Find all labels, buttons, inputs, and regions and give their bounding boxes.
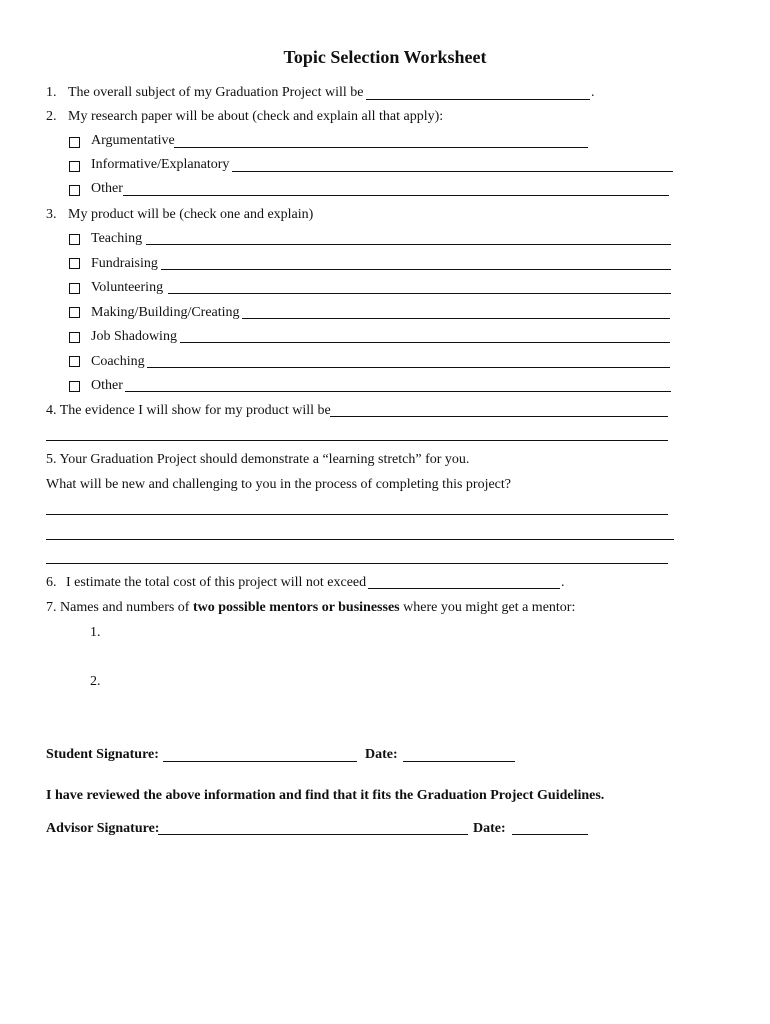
option-job-shadowing: Job Shadowing bbox=[91, 329, 177, 344]
job-shadowing-answer-line[interactable] bbox=[180, 342, 670, 343]
checkbox-informative[interactable] bbox=[69, 161, 80, 172]
q5-answer-line-2[interactable] bbox=[46, 539, 674, 540]
q5-answer-line-3[interactable] bbox=[46, 563, 668, 564]
option-volunteering: Volunteering bbox=[91, 280, 164, 295]
student-signature-label: Student Signature: bbox=[46, 747, 159, 762]
option-coaching: Coaching bbox=[91, 354, 145, 369]
volunteering-answer-line[interactable] bbox=[168, 293, 671, 294]
q4-text: 4. The evidence I will show for my product will be bbox=[46, 403, 331, 418]
q3-number: 3. bbox=[46, 207, 57, 222]
checkbox-job-shadowing[interactable] bbox=[69, 332, 80, 343]
advisor-date-line[interactable] bbox=[512, 834, 588, 835]
making-answer-line[interactable] bbox=[242, 318, 670, 319]
option-making: Making/Building/Creating bbox=[91, 305, 240, 320]
q1-text: The overall subject of my Graduation Project will be bbox=[68, 85, 364, 100]
mentor-item-2[interactable]: 2. bbox=[90, 674, 101, 689]
checkbox-product-other[interactable] bbox=[69, 381, 80, 392]
advisor-signature-label: Advisor Signature: bbox=[46, 821, 160, 836]
q6-answer-line[interactable] bbox=[368, 588, 560, 589]
q6-text: I estimate the total cost of this project will not exceed bbox=[66, 575, 367, 590]
q4-answer-line-1[interactable] bbox=[330, 416, 668, 417]
checkbox-teaching[interactable] bbox=[69, 234, 80, 245]
informative-answer-line[interactable] bbox=[232, 171, 673, 172]
q1-number: 1. bbox=[46, 85, 57, 100]
q5-answer-line-1[interactable] bbox=[46, 514, 668, 515]
q3-text: My product will be (check one and explain) bbox=[68, 207, 314, 222]
review-statement: I have reviewed the above information and find that it fits the Graduation Project Guidelines. bbox=[46, 788, 605, 803]
checkbox-fundraising[interactable] bbox=[69, 258, 80, 269]
page-title: Topic Selection Worksheet bbox=[283, 47, 487, 67]
student-date-label: Date: bbox=[365, 747, 398, 762]
option-research-other: Other bbox=[91, 181, 123, 196]
option-product-other: Other bbox=[91, 378, 123, 393]
fundraising-answer-line[interactable] bbox=[161, 269, 671, 270]
q7-bold-phrase: two possible mentors or businesses bbox=[192, 600, 400, 615]
q2-number: 2. bbox=[46, 109, 57, 124]
argumentative-answer-line[interactable] bbox=[174, 147, 588, 148]
research-other-answer-line[interactable] bbox=[123, 195, 669, 196]
option-fundraising: Fundraising bbox=[91, 256, 158, 271]
advisor-date-label: Date: bbox=[473, 821, 506, 836]
teaching-answer-line[interactable] bbox=[146, 244, 671, 245]
checkbox-coaching[interactable] bbox=[69, 356, 80, 367]
advisor-signature-line[interactable] bbox=[158, 834, 468, 835]
q2-text: My research paper will be about (check and explain all that apply): bbox=[68, 109, 444, 124]
student-date-line[interactable] bbox=[403, 761, 515, 762]
option-argumentative: Argumentative bbox=[91, 133, 175, 148]
checkbox-argumentative[interactable] bbox=[69, 137, 80, 148]
q6-number: 6. bbox=[46, 575, 57, 590]
checkbox-making[interactable] bbox=[69, 307, 80, 318]
q1-answer-line[interactable] bbox=[366, 99, 590, 100]
q5-subtext: What will be new and challenging to you in the process of completing this project? bbox=[46, 477, 511, 492]
q7-prefix: 7. Names and numbers of bbox=[46, 600, 193, 615]
student-signature-line[interactable] bbox=[163, 761, 357, 762]
q4-answer-line-2[interactable] bbox=[46, 440, 668, 441]
product-other-answer-line[interactable] bbox=[125, 391, 671, 392]
checkbox-research-other[interactable] bbox=[69, 185, 80, 196]
q7-suffix: where you might get a mentor: bbox=[399, 600, 576, 615]
checkbox-volunteering[interactable] bbox=[69, 283, 80, 294]
mentor-item-1[interactable]: 1. bbox=[90, 625, 101, 640]
coaching-answer-line[interactable] bbox=[147, 367, 670, 368]
q6-suffix: . bbox=[561, 575, 565, 590]
q5-text: 5. Your Graduation Project should demonstrate a “learning stretch” for you. bbox=[46, 452, 470, 467]
option-informative: Informative/Explanatory bbox=[91, 157, 230, 172]
q1-suffix: . bbox=[591, 85, 595, 100]
option-teaching: Teaching bbox=[91, 231, 143, 246]
q7-text bbox=[46, 599, 575, 617]
